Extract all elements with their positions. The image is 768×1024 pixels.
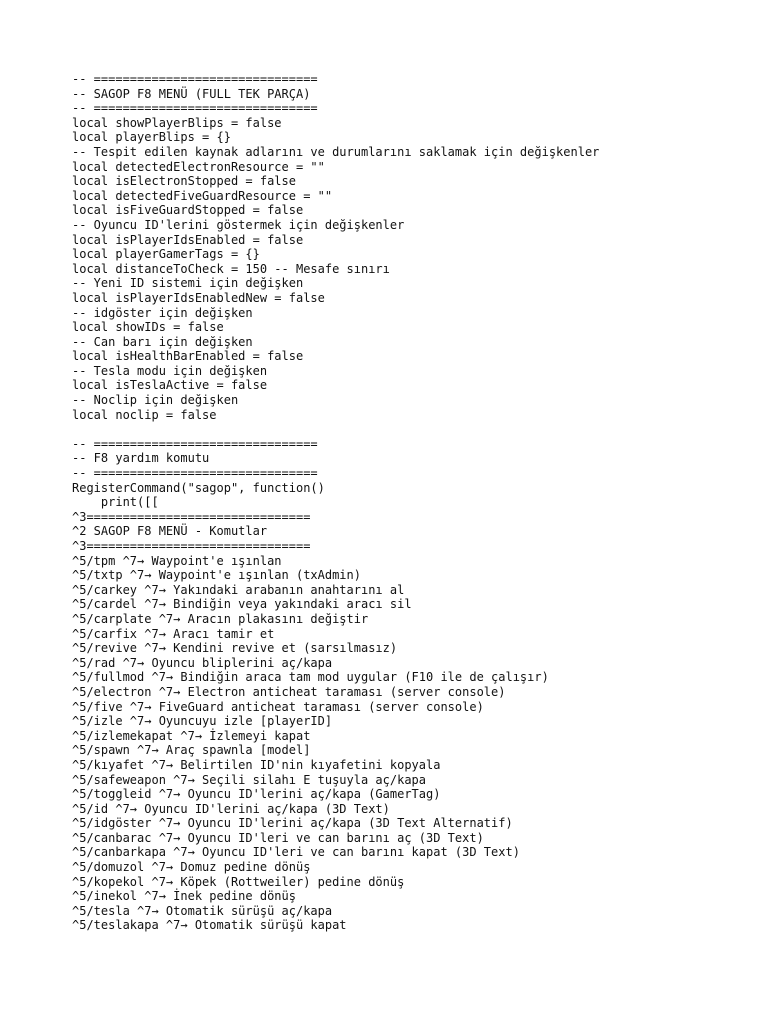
code-line: ^5/idgöster ^7→ Oyuncu ID'lerini aç/kapa (3D Text Alternatif) xyxy=(72,816,513,831)
code-line: ^5/electron ^7→ Electron anticheat taraması (server console) xyxy=(72,684,506,699)
code-line: -- =============================== xyxy=(72,72,318,86)
code-line: ^5/kıyafet ^7→ Belirtilen ID'nin kıyafetini kopyala xyxy=(72,757,441,772)
code-line: ^2 SAGOP F8 MENÜ - Komutlar xyxy=(72,524,268,539)
code-line: local isPlayerIdsEnabled = false xyxy=(72,232,304,247)
code-line: ^5/id ^7→ Oyuncu ID'lerini aç/kapa (3D Text) xyxy=(72,801,390,816)
code-line: ^5/carplate ^7→ Aracın plakasını değiştir xyxy=(72,611,369,626)
code-line: local distanceToCheck = 150 -- Mesafe sınırı xyxy=(72,261,390,276)
code-line: ^5/txtp ^7→ Waypoint'e ışınlan (txAdmin) xyxy=(72,568,361,583)
code-line: RegisterCommand("sagop", function() xyxy=(72,480,325,495)
code-line: ^3=============================== xyxy=(72,539,311,553)
code-line: local playerGamerTags = {} xyxy=(72,247,260,262)
code-line: local showIDs = false xyxy=(72,320,224,335)
code-line: ^5/izlemekapat ^7→ İzlemeyi kapat xyxy=(72,728,311,743)
code-line: -- F8 yardım komutu xyxy=(72,451,210,466)
code-line: ^5/tpm ^7→ Waypoint'e ışınlan xyxy=(72,553,282,568)
code-line: ^5/izle ^7→ Oyuncuyu izle [playerID] xyxy=(72,714,333,729)
code-line: ^5/five ^7→ FiveGuard anticheat taraması (server console) xyxy=(72,699,484,714)
code-line: local playerBlips = {} xyxy=(72,130,231,145)
code-line: ^5/revive ^7→ Kendini revive et (sarsılmasız) xyxy=(72,641,398,656)
code-line: -- Yeni ID sistemi için değişken xyxy=(72,276,304,291)
code-line: ^5/tesla ^7→ Otomatik sürüşü aç/kapa xyxy=(72,903,333,918)
code-line: ^5/canbarac ^7→ Oyuncu ID'leri ve can barını aç (3D Text) xyxy=(72,830,484,845)
code-line: -- Can barı için değişken xyxy=(72,334,253,349)
code-line: ^5/rad ^7→ Oyuncu bliplerini aç/kapa xyxy=(72,655,333,670)
code-line: ^5/toggleid ^7→ Oyuncu ID'lerini aç/kapa (GamerTag) xyxy=(72,787,441,802)
code-line: ^5/carfix ^7→ Aracı tamir et xyxy=(72,626,275,641)
code-line: ^3=============================== xyxy=(72,509,311,524)
code-line: ^5/canbarkapa ^7→ Oyuncu ID'leri ve can barını kapat (3D Text) xyxy=(72,845,520,860)
code-line: -- Oyuncu ID'lerini göstermek için değişkenler xyxy=(72,217,405,232)
code-line: local isHealthBarEnabled = false xyxy=(72,349,304,364)
code-line: ^5/carkey ^7→ Yakındaki arabanın anahtarını al xyxy=(72,582,405,597)
code-line: -- SAGOP F8 MENÜ (FULL TEK PARÇA) xyxy=(72,86,311,101)
code-line: ^5/domuzol ^7→ Domuz pedine dönüş xyxy=(72,860,311,875)
code-line: ^5/fullmod ^7→ Bindiğin araca tam mod uygular (F10 ile de çalışır) xyxy=(72,670,549,685)
code-line: local detectedElectronResource = "" xyxy=(72,159,325,174)
code-line: local noclip = false xyxy=(72,407,217,422)
code-line: local detectedFiveGuardResource = "" xyxy=(72,188,333,203)
code-line xyxy=(72,422,752,437)
code-line: -- =============================== xyxy=(72,436,318,451)
code-line: ^5/kopekol ^7→ Köpek (Rottweiler) pedine dönüş xyxy=(72,874,405,889)
code-line: -- =============================== xyxy=(72,466,318,481)
code-line: -- =============================== xyxy=(72,101,318,116)
code-line: ^5/inekol ^7→ İnek pedine dönüş xyxy=(72,889,296,904)
code-line: ^5/safeweapon ^7→ Seçili silahı E tuşuyla aç/kapa xyxy=(72,772,427,787)
code-line: ^5/spawn ^7→ Araç spawnla [model] xyxy=(72,743,311,758)
code-line: local showPlayerBlips = false xyxy=(72,115,282,130)
code-line: local isTeslaActive = false xyxy=(72,378,268,393)
code-block xyxy=(72,72,752,933)
code-line: local isElectronStopped = false xyxy=(72,174,296,189)
code-line: -- idgöster için değişken xyxy=(72,305,253,320)
code-line: local isPlayerIdsEnabledNew = false xyxy=(72,290,325,305)
code-line: local isFiveGuardStopped = false xyxy=(72,203,304,218)
code-line: -- Tesla modu için değişken xyxy=(72,363,268,378)
code-line: -- Noclip için değişken xyxy=(72,393,239,408)
code-line: ^5/cardel ^7→ Bindiğin veya yakındaki aracı sil xyxy=(72,597,412,612)
code-line: print([[ xyxy=(72,495,159,510)
code-line: ^5/teslakapa ^7→ Otomatik sürüşü kapat xyxy=(72,918,347,933)
code-line: -- Tespit edilen kaynak adlarını ve durumlarını saklamak için değişkenler xyxy=(72,144,600,159)
